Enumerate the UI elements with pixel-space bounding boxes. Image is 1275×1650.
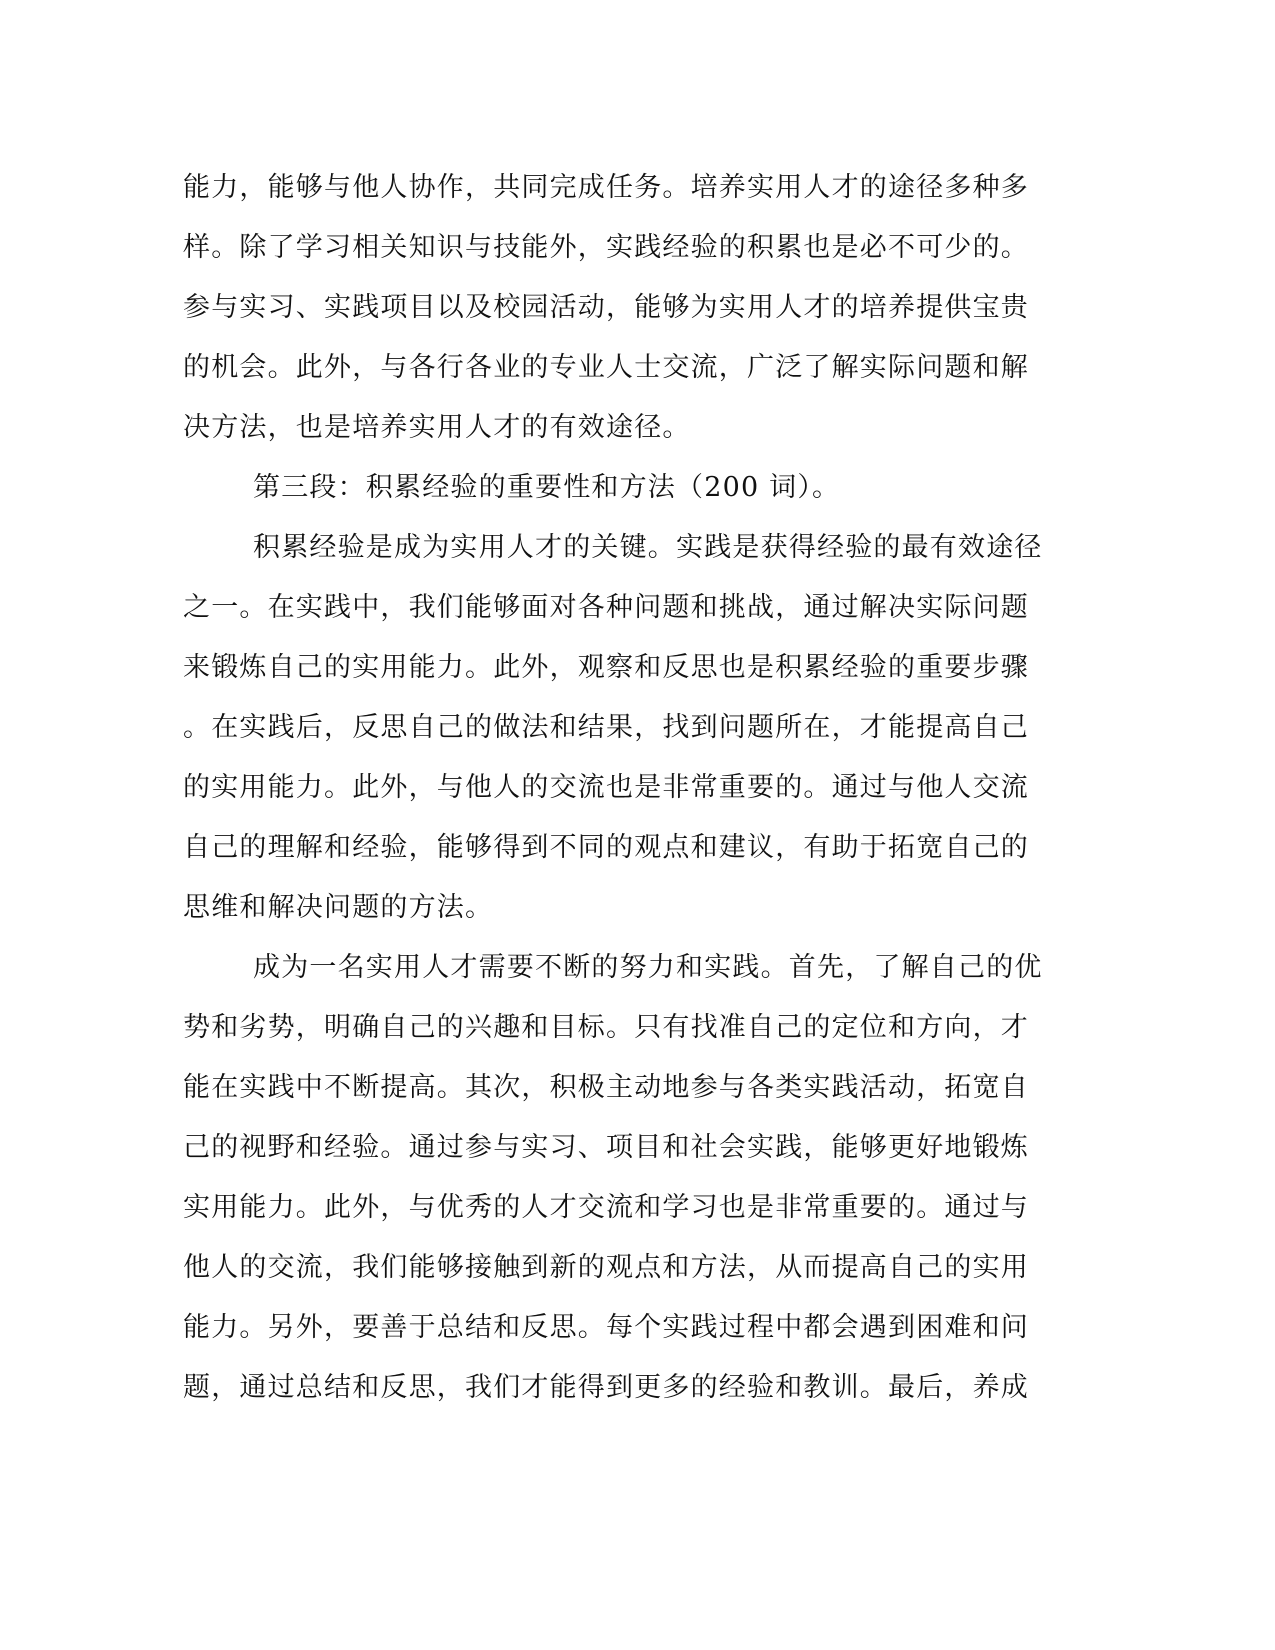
text-line: 成为一名实用人才需要不断的努力和实践。首先，了解自己的优 (253, 952, 1043, 983)
text-line: 的机会。此外，与各行各业的专业人士交流，广泛了解实际问题和解 (183, 352, 1029, 383)
heading-text: 第三段：积累经验的重要性和方法（200 词）。 (253, 472, 841, 503)
text-line: 题，通过总结和反思，我们才能得到更多的经验和教训。最后，养成 (183, 1372, 1029, 1403)
text-line: 实用能力。此外，与优秀的人才交流和学习也是非常重要的。通过与 (183, 1192, 1029, 1223)
text-line: 。在实践后，反思自己的做法和结果，找到问题所在，才能提高自己 (183, 712, 1029, 743)
text-line: 自己的理解和经验，能够得到不同的观点和建议，有助于拓宽自己的 (183, 832, 1029, 863)
text-line: 来锻炼自己的实用能力。此外，观察和反思也是积累经验的重要步骤 (183, 652, 1029, 683)
text-line: 积累经验是成为实用人才的关键。实践是获得经验的最有效途径 (253, 532, 1043, 563)
text-line: 之一。在实践中，我们能够面对各种问题和挑战，通过解决实际问题 (183, 592, 1029, 623)
text-line: 的实用能力。此外，与他人的交流也是非常重要的。通过与他人交流 (183, 772, 1029, 803)
text-line: 决方法，也是培养实用人才的有效途径。 (183, 412, 691, 443)
text-line: 参与实习、实践项目以及校园活动，能够为实用人才的培养提供宝贵 (183, 292, 1029, 323)
text-line: 能力，能够与他人协作，共同完成任务。培养实用人才的途径多种多 (183, 172, 1029, 203)
section-heading (183, 458, 1045, 518)
text-line: 能在实践中不断提高。其次，积极主动地参与各类实践活动，拓宽自 (183, 1072, 1029, 1103)
text-line: 能力。另外，要善于总结和反思。每个实践过程中都会遇到困难和问 (183, 1312, 1029, 1343)
paragraph-1 (183, 158, 1045, 458)
paragraph-3 (183, 938, 1045, 1418)
text-line: 他人的交流，我们能够接触到新的观点和方法，从而提高自己的实用 (183, 1252, 1029, 1283)
document-body (183, 158, 1045, 1418)
paragraph-2 (183, 518, 1045, 938)
text-line: 思维和解决问题的方法。 (183, 892, 494, 923)
text-line: 样。除了学习相关知识与技能外，实践经验的积累也是必不可少的。 (183, 232, 1029, 263)
text-line: 己的视野和经验。通过参与实习、项目和社会实践，能够更好地锻炼 (183, 1132, 1029, 1163)
text-line: 势和劣势，明确自己的兴趣和目标。只有找准自己的定位和方向，才 (183, 1012, 1029, 1043)
